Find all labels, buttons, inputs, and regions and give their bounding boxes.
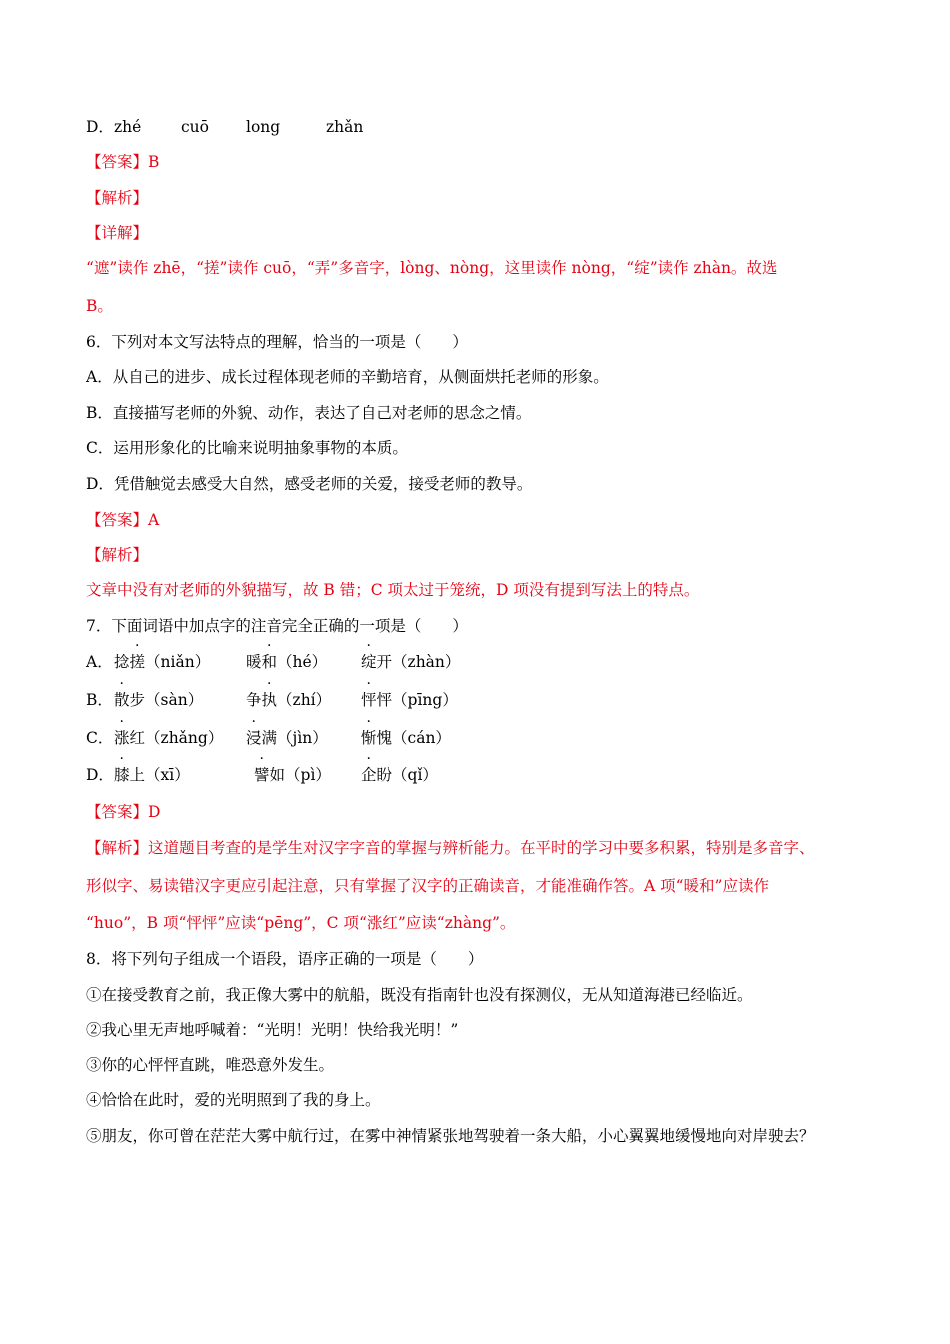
q7-option-d bbox=[86, 765, 526, 785]
word bbox=[114, 728, 223, 748]
pinyin-3: long bbox=[246, 118, 281, 136]
plain-char: 愧 bbox=[376, 729, 393, 747]
word bbox=[361, 690, 458, 710]
q8-sentence-5: ⑤朋友，你可曾在茫茫大雾中航行过，在雾中神情紧张地驾驶着一条大船，小心翼翼地缓慢地向对岸驶去？ bbox=[86, 1127, 815, 1145]
pinyin-4: zhǎn bbox=[326, 118, 364, 136]
q5-analysis: 【解析】 bbox=[86, 189, 149, 207]
q8-sentence-3: ③你的心怦怦直跳，唯恐意外发生。 bbox=[86, 1056, 335, 1074]
pinyin: （jìn） bbox=[277, 729, 328, 747]
pinyin: （qǐ） bbox=[392, 766, 438, 784]
dotted-char: 企 bbox=[361, 766, 377, 784]
q7-analysis-1 bbox=[86, 838, 815, 858]
q5-option-d bbox=[86, 117, 364, 137]
pinyin: （pì） bbox=[285, 766, 331, 784]
dotted-char: 膝 bbox=[114, 766, 130, 784]
word bbox=[246, 690, 331, 710]
word bbox=[114, 765, 190, 785]
plain-char: 如 bbox=[269, 766, 286, 784]
option-label: D． bbox=[86, 766, 114, 784]
word bbox=[361, 728, 451, 748]
word bbox=[246, 728, 328, 748]
pinyin: （zhí） bbox=[277, 691, 332, 709]
q7-analysis-3: “huo”，B 项“怦怦”应读“pēng”，C 项“涨红”应读“zhàng”。 bbox=[86, 914, 516, 932]
q8-stem: 8．将下列句子组成一个语段，语序正确的一项是（ ） bbox=[86, 950, 484, 968]
word bbox=[361, 652, 460, 672]
plain-char: 满 bbox=[261, 729, 278, 747]
pinyin-2: cuō bbox=[181, 118, 209, 136]
option-label: D． bbox=[86, 118, 114, 136]
plain-char: 开 bbox=[376, 653, 393, 671]
dotted-char: 浸 bbox=[246, 729, 262, 747]
q7-option-a bbox=[86, 652, 526, 672]
q6-option-c: C．运用形象化的比喻来说明抽象事物的本质。 bbox=[86, 439, 408, 457]
q6-analysis-text: 文章中没有对老师的外貌描写，故 B 错；C 项太过于笼统，D 项没有提到写法上的特点。 bbox=[86, 581, 700, 599]
word bbox=[246, 652, 327, 672]
dotted-char: 惭 bbox=[361, 729, 377, 747]
option-label: B． bbox=[86, 691, 113, 709]
plain-char: 怦 bbox=[376, 691, 393, 709]
q5-detail-text-2: B。 bbox=[86, 297, 113, 315]
q5-detail: 【详解】 bbox=[86, 224, 149, 242]
q5-detail-text-1: “遮”读作 zhē，“搓”读作 cuō，“弄”多音字，lòng、nòng，这里读作 nòng，“绽”读作 zhàn。故选 bbox=[86, 259, 778, 277]
word bbox=[361, 765, 438, 785]
plain-char: 捻 bbox=[114, 653, 130, 671]
q6-option-a: A．从自己的进步、成长过程体现老师的辛勤培育，从侧面烘托老师的形象。 bbox=[86, 368, 609, 386]
analysis-label: 【解析】 bbox=[86, 839, 149, 857]
word bbox=[114, 690, 203, 710]
pinyin: （hé） bbox=[277, 653, 328, 671]
plain-char: 上 bbox=[129, 766, 146, 784]
pinyin: （zhǎng） bbox=[145, 729, 224, 747]
dotted-char: 涨 bbox=[114, 729, 130, 747]
dotted-char: 和 bbox=[261, 653, 278, 671]
dotted-char: 怦 bbox=[361, 691, 377, 709]
plain-char: 盼 bbox=[376, 766, 393, 784]
q7-option-c bbox=[86, 728, 526, 748]
dotted-char: 执 bbox=[261, 691, 278, 709]
plain-char: 暖 bbox=[246, 653, 262, 671]
q6-option-d: D．凭借触觉去感受大自然，感受老师的关爱，接受老师的教导。 bbox=[86, 475, 533, 493]
dotted-char: 譬 bbox=[254, 766, 270, 784]
dotted-char: 搓 bbox=[129, 653, 146, 671]
plain-char: 红 bbox=[129, 729, 146, 747]
q6-stem: 6．下列对本文写法特点的理解，恰当的一项是（ ） bbox=[86, 333, 468, 351]
q7-option-b bbox=[86, 690, 526, 710]
q7-stem: 7．下面词语中加点字的注音完全正确的一项是（ ） bbox=[86, 617, 468, 635]
pinyin: （niǎn） bbox=[145, 653, 211, 671]
word bbox=[114, 652, 210, 672]
pinyin: （pīng） bbox=[392, 691, 458, 709]
q5-answer: 【答案】B bbox=[86, 153, 160, 171]
q8-sentence-2: ②我心里无声地呼喊着：“光明！光明！快给我光明！” bbox=[86, 1021, 459, 1039]
plain-char: 步 bbox=[129, 691, 146, 709]
pinyin-1: zhé bbox=[114, 118, 142, 136]
pinyin: （zhàn） bbox=[392, 653, 461, 671]
q6-analysis: 【解析】 bbox=[86, 546, 149, 564]
q7-analysis-2: 形似字、易读错汉字更应引起注意，只有掌握了汉字的正确读音，才能准确作答。A 项“暖和”应读作 bbox=[86, 877, 769, 895]
q8-sentence-1: ①在接受教育之前，我正像大雾中的航船，既没有指南针也没有探测仪，无从知道海港已经临近。 bbox=[86, 986, 753, 1004]
q6-answer: 【答案】A bbox=[86, 511, 160, 529]
option-label: A． bbox=[86, 653, 113, 671]
pinyin: （xī） bbox=[145, 766, 190, 784]
dotted-char: 绽 bbox=[361, 653, 377, 671]
word bbox=[254, 765, 331, 785]
q8-sentence-4: ④恰恰在此时，爱的光明照到了我的身上。 bbox=[86, 1091, 381, 1109]
q7-answer: 【答案】D bbox=[86, 803, 161, 821]
pinyin: （cán） bbox=[392, 729, 451, 747]
q6-option-b: B．直接描写老师的外貌、动作，表达了自己对老师的思念之情。 bbox=[86, 404, 532, 422]
dotted-char: 散 bbox=[114, 691, 130, 709]
option-label: C． bbox=[86, 729, 114, 747]
pinyin: （sàn） bbox=[145, 691, 204, 709]
plain-char: 争 bbox=[246, 691, 262, 709]
analysis-text: 这道题目考查的是学生对汉字字音的掌握与辨析能力。在平时的学习中要多积累，特别是多音字、 bbox=[148, 839, 815, 857]
